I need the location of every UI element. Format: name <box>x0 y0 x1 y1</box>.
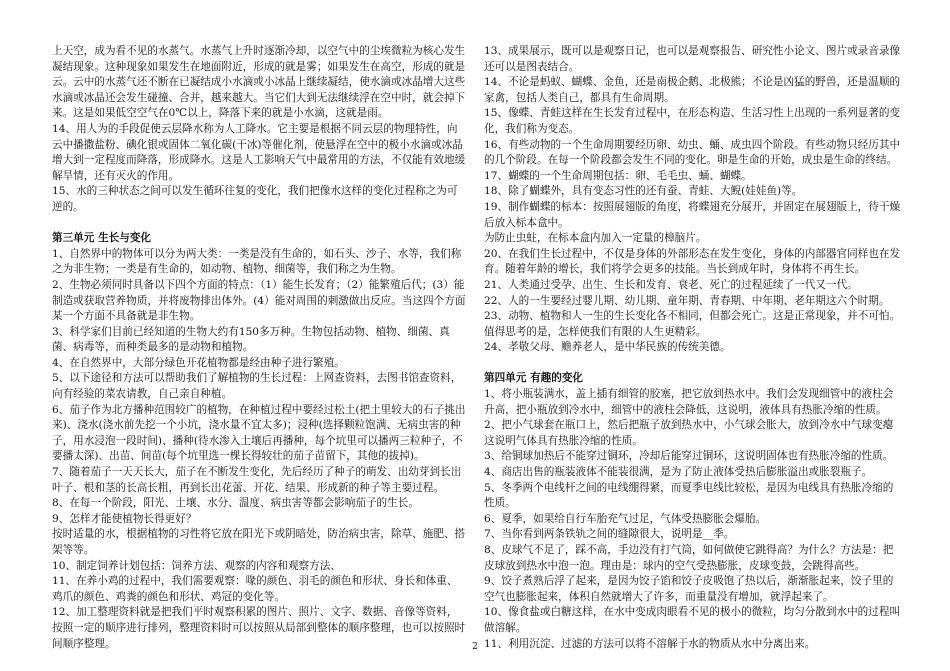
paragraph: 按时适量的水，根据植物的习性将它放在阳光下或阴暗处，防治病虫害，除草、施肥、搭架等等。 <box>52 528 466 556</box>
paragraph: 13、成果展示，既可以是观察日记，也可以是观察报告、研究性小论文、图片或录音录像还可以是图表结合。 <box>484 45 901 73</box>
paragraph: 14、用人为的手段促使云层降水称为人工降水。它主要是根据不同云层的物理特性，向云中播撒盐粉、碘化银或固体二氧化碳(干冰)等催化剂，使悬浮在空中的极小水滴或冰晶增大到一定程度而降落，形成降水。这是人工影响天气中最常用的方法，不仅能有效地缓解旱情，还有灭火的作用。 <box>52 122 466 182</box>
paragraph: 8、在每一个阶段，阳光、土壤、水分、温度、病虫害等都会影响茄子的生长。 <box>52 497 419 510</box>
paragraph: 22、人的一生要经过婴儿期、幼儿期、童年期、青春期、中年期、老年期这六个时期。 <box>484 294 890 307</box>
paragraph: 23、动物、植物和人一生的生长变化各不相同，但都会死亡。这是正常现象，并不可怕。值得思考的是，怎样使我们有限的人生更精彩。 <box>484 310 901 338</box>
paragraph: 3、给铜球加热后不能穿过铜环，冷却后能穿过铜环，这说明固体也有热胀冷缩的性质。 <box>484 450 894 463</box>
paragraph: 24、孝敬父母、赡养老人，是中华民族的传统美德。 <box>484 341 731 354</box>
paragraph: 4、在自然界中，大部分绿色开花植物都是经由种子进行繁殖。 <box>52 356 345 369</box>
paragraph: 2、生物必须同时具备以下四个方面的特点：（1）能生长发育；（2）能繁殖后代；(3）能制造或获取营养物质，并将废物排出体外。(4）能对周围的刺激做出反应。当这四个方面某一个方面不具备就是非生物。 <box>52 278 466 323</box>
paragraph: 12、加工整理资料就是把我们平时观察积累的图片、照片、文字、数据、音像等资料，按照一定的顺序进行排列，整理资料时可以按照从局部到整体的顺序整理，也可以按照时间顺序整理。 <box>52 606 466 650</box>
paragraph: 9、饺子煮熟后浮了起来，是因为饺子馅和饺子皮吸饱了热以后，渐渐胀起来，饺子里的空气也膨胀起来，体积自然就增大了许多，而重量没有增加，就浮起来了。 <box>484 575 894 603</box>
paragraph: 21、人类通过受孕、出生、生长和发育、衰老、死亡的过程延续了一代又一代。 <box>484 278 858 291</box>
paragraph: 10、像食盐或白糖这样，在水中变成肉眼看不见的极小的微粒，均匀分散到水中的过程叫做溶解。 <box>484 606 901 634</box>
paragraph: 3、科学家们目前已经知道的生物大约有150多万种。生物包括动物、植物、细菌、真菌、病毒等，而种类最多的是动物和植物。 <box>52 325 450 354</box>
paragraph: 5、冬季两个电线杆之间的电线绷得紧，而夏季电线比较松，是因为电线具有热胀冷缩的性质。 <box>484 481 894 510</box>
paragraph: 7、随着茄子一天天长大，茄子在不断发生变化，先后经历了种子的萌发、出幼芽到长出叶子、根和茎的长高长粗，再到长出花蕾、开花、结果、形成新的种子等主要过程。 <box>52 466 462 494</box>
paragraph: 上天空，成为看不见的水蒸气。水蒸气上升时逐渐冷却，以空气中的尘埃微粒为核心发生凝结现象。这种现象如果发生在地面附近，形成的就是雾；如果发生在高空，形成的就是云。云中的水蒸气还不断在已凝结成小水滴或小冰晶上继续凝结，使水滴或冰晶增大这些水滴或冰晶还会发生碰撞、合并，越来越大。当它们大到无法继续浮在空中时，就会掉下来。这是如果低空空气在0℃以上，降落下来的就是小水滴，这就是雨。 <box>52 45 466 120</box>
page-number: 2 <box>472 642 478 652</box>
unit-3-heading: 第三单元 生长与变化 <box>52 232 152 245</box>
paragraph: 9、怎样才能使植物长得更好？ <box>52 512 197 525</box>
paragraph: 1、将小瓶装满水，盖上插有细管的胶塞，把它放到热水中。我们会发现细管中的液柱会升高，把小瓶放到冷水中，细管中的液柱会降低，这说明，液体具有热胀冷缩的性质。 <box>484 388 894 416</box>
paragraph: 15、水的三种状态之间可以发生循环往复的变化，我们把像水这样的变化过程称之为可逆的。 <box>52 185 458 213</box>
unit-4-heading: 第四单元 有趣的变化 <box>484 372 584 385</box>
paragraph: 16、有些动物的一个生命周期要经历卵、幼虫、蛹、成虫四个阶段。有些动物只经历其中的几个阶段。在每一个阶段都会发生不同的变化。卵是生命的开始，成虫是生命的终结。 <box>484 138 901 167</box>
paragraph: 为防止虫蛀，在标本盒内加入一定量的樟脑片。 <box>484 232 707 245</box>
right-column <box>484 44 902 652</box>
paragraph: 15、像蝶、青蛙这样在生长发育过程中，在形态构造、生活习性上出现的一系列显著的变化，我们称为变态。 <box>484 107 901 135</box>
paragraph: 11、在养小鸡的过程中，我们需要观察：喙的颜色、羽毛的颜色和形状、身长和体重、鸡爪的颜色、鸡粪的颜色和形状、鸡冠的变化等。 <box>52 575 458 603</box>
paragraph: 7、当你看到两条铁轨之间的缝隙很大，说明是__季。 <box>484 528 735 541</box>
paragraph: 17、蝴蝶的一个生命周期包括：卵、毛毛虫、蛹、蝴蝶。 <box>484 169 752 182</box>
left-column <box>52 44 467 652</box>
spacer <box>52 216 467 232</box>
spacer <box>484 356 902 372</box>
paragraph: 19、制作蝴蝶的标本：按照展翅版的角度，将蝶翅充分展开，并固定在展翅版上，待干燥后放入标本盒中。 <box>484 200 901 229</box>
paragraph: 5、以下途径和方法可以帮助我们了解植物的生长过程：上网查资料，去图书馆查资料，向有经验的菜农请教，自己亲自种植。 <box>52 372 462 401</box>
paragraph: 6、茄子作为北方播种范围较广的植物，在种植过程中要经过松土(把土里较大的石子挑出来)、浇水(浇水前先挖一个小坑，浇水量不宜太多)；浸种(选择颗粒饱满、无病虫害的种子，用水浸泡一段时间)、播种(待水渗入土壤后再播种，每个坑里可以播两三粒种子，不要播太深)、出苗、间苗(每个坑里选一棵长得较壮的茄子苗留下，其他的拔掉)。 <box>52 403 466 463</box>
paragraph: 1、自然界中的物体可以分为两大类：一类是没有生命的，如石头、沙子、水等，我们称之为非生物；一类是有生命的，如动物、植物、细菌等，我们称之为生物。 <box>52 247 462 276</box>
paragraph: 20、在我们生长过程中，不仅是身体的外部形态在发生变化，身体的内部器官同样也在发育。随着年龄的增长，我们将学会更多的技能。当长到成年时，身体将不再生长。 <box>484 247 901 276</box>
paragraph: 10、制定饲养计划包括：饲养方法、观察的内容和观察方法、 <box>52 559 341 572</box>
paragraph: 18、除了蝴蝶外，具有变态习性的还有蚕、青蛙、大鲵(娃娃鱼)等。 <box>484 185 803 198</box>
paragraph: 6、夏季，如果给自行车胎充气过足，气体受热膨胀会爆胎。 <box>484 512 767 525</box>
paragraph: 11、利用沉淀、过滤的方法可以将不溶解于水的物质从水中分离出来。 <box>484 637 816 650</box>
paragraph: 8、皮球气不足了，踩不高，手边没有打气筒，如何做使它跳得高？为什么？方法是：把皮球放到热水中泡一泡。理由是：球内的空气受热膨胀，皮球变鼓，会跳得高些。 <box>484 544 894 572</box>
paragraph: 4、商店出售的瓶装液体不能装很满，是为了防止液体受热后膨胀溢出或胀裂瓶子。 <box>484 466 873 479</box>
paragraph: 14、不论是蚂蚁、蝴蝶、金鱼，还是南极企鹅、北极熊；不论是凶猛的野兽，还是温顺的家禽，包括人类自己，都具有生命周期。 <box>484 76 901 104</box>
paragraph: 2、把小气球套在瓶口上，然后把瓶子放到热水中，小气球会胀大，放到冷水中气球变瘪这说明气体具有热胀冷缩的性质。 <box>484 419 894 447</box>
